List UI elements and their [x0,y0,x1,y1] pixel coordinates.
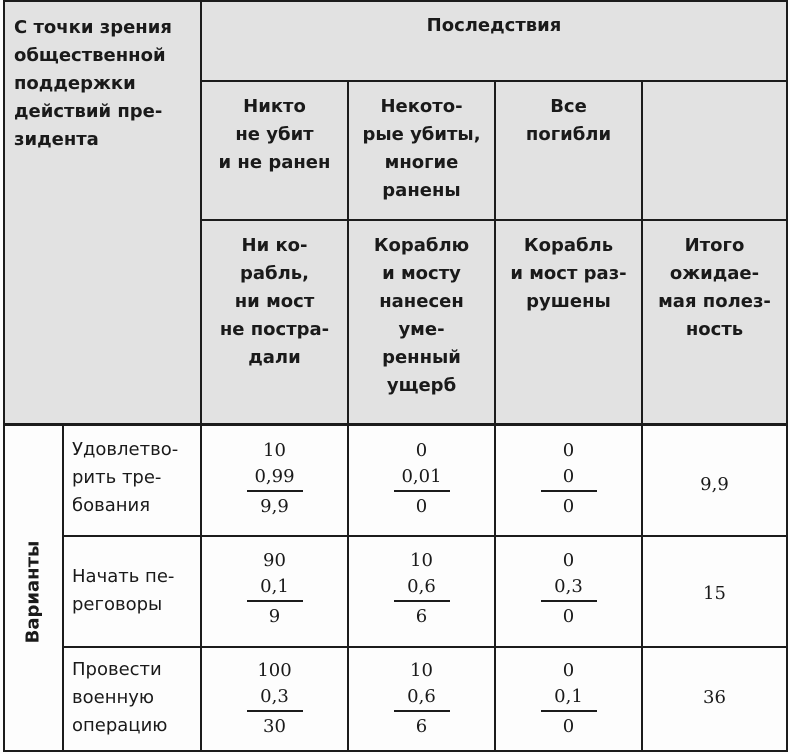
calc-cell [202,436,347,522]
calc-cell [349,656,494,742]
rule [786,0,788,752]
utility-value: 0 [562,660,575,681]
utility-value: 10 [263,440,286,461]
outcome-ship-moderate: Кораблю и мосту нанесен уме- ренный ущерб [373,235,470,396]
utility-value: 10 [410,660,433,681]
calc-cell [202,546,347,632]
outcome-ship-destroyed: Корабль и мост раз- рушены [510,235,627,312]
product-value: 30 [263,715,286,737]
outcome-ship-none: Ни ко- рабль, ни мост не постра- дали [219,235,330,368]
calc-cell [496,436,641,522]
probability-value: 0,3 [260,686,289,707]
product-value: 6 [415,715,428,737]
probability-value: 0,01 [401,466,442,487]
rule [3,0,788,2]
utility-value: 0 [415,440,428,461]
product-value: 0 [562,715,575,737]
calc-cell [202,656,347,742]
utility-value: 10 [410,550,433,571]
variants-label [16,527,50,657]
probability-value: 0,99 [254,466,295,487]
probability-value: 0,3 [554,576,583,597]
calc-cell [349,436,494,522]
expected-utility-value: 15 [703,583,726,604]
consequences-header: Последствия [426,15,562,36]
expected-utility-value: 9,9 [700,474,729,495]
product-value: 9 [268,605,281,627]
product-value: 0 [562,495,575,517]
rule [62,646,788,648]
probability-value: 0 [562,466,575,487]
product-value: 0 [562,605,575,627]
outcome-people-none: Никто не убит и не ранен [218,96,331,173]
utility-value: 100 [257,660,292,681]
utility-value: 0 [562,550,575,571]
probability-value: 0,6 [407,576,436,597]
option-label: Удовлетво- рить тре- бования [72,439,179,516]
option-label: Провести военную операцию [72,659,168,736]
corner-header: С точки зрения общественной поддержки действий пре- зидента [14,17,172,150]
calc-cell [496,656,641,742]
calc-cell [349,546,494,632]
probability-value: 0,1 [260,576,289,597]
rule [3,0,5,752]
rule [494,80,496,752]
probability-value: 0,6 [407,686,436,707]
product-value: 6 [415,605,428,627]
rule [641,80,643,752]
product-value: 9,9 [260,495,289,517]
utility-value: 0 [562,440,575,461]
rule [3,423,788,426]
expected-utility-value: 36 [703,687,726,708]
variants-label-text: Варианты [22,540,44,644]
outcome-people-all: Все погибли [525,96,612,145]
expected-utility-header: Итого ожидае- мая полез- ность [658,235,771,340]
rule [62,423,64,752]
outcome-people-some: Некото- рые убиты, многие ранены [362,96,481,201]
product-value: 0 [415,495,428,517]
calc-cell [496,546,641,632]
rule [3,750,788,752]
rule [62,535,788,537]
probability-value: 0,1 [554,686,583,707]
option-label: Начать пе- реговоры [72,566,175,615]
utility-value: 90 [263,550,286,571]
